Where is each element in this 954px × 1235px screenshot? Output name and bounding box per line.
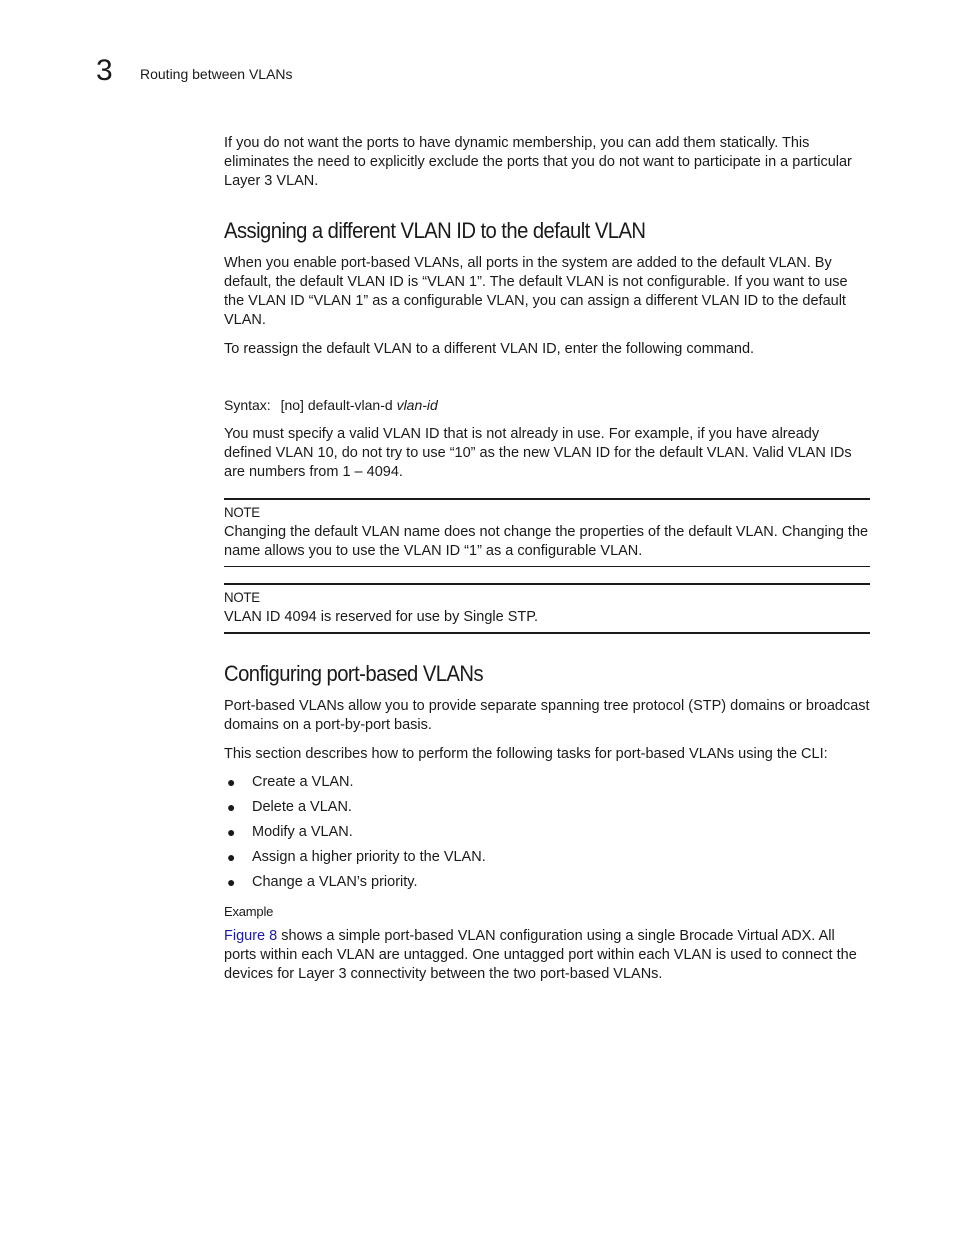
chapter-number: 3	[96, 54, 113, 87]
section1-paragraph3: You must specify a valid VLAN ID that is not already in use. For example, if you have already defined VLAN 10, do not try to use “10” as the new VLAN ID for the default VLAN. Valid VLAN IDs are numbers from 1 – 4094.	[224, 426, 852, 480]
list-item: ● Change a VLAN’s priority.	[227, 874, 418, 890]
note-label: NOTE	[224, 504, 260, 520]
section1-paragraph1: When you enable port-based VLANs, all ports in the system are added to the default VLAN. By default, the default VLAN ID is “VLAN 1”. The default VLAN is not configurable. If you want to use the VLAN ID “VLAN 1” as a configurable VLAN, you can assign a different VLAN ID to the default VLAN.	[224, 255, 848, 328]
list-item: ● Modify a VLAN.	[227, 824, 353, 840]
list-item: ● Delete a VLAN.	[227, 799, 352, 815]
bullet-icon: ●	[227, 849, 236, 865]
task-list	[224, 773, 870, 898]
page-content	[224, 134, 870, 984]
section2-paragraph1: Port-based VLANs allow you to provide separate spanning tree protocol (STP) domains or broadcast domains on a port-by-port basis.	[224, 698, 870, 733]
note-label: NOTE	[224, 589, 260, 605]
syntax-line	[224, 396, 870, 415]
intro-paragraph: If you do not want the ports to have dynamic membership, you can add them statically. This eliminates the need to explicitly exclude the ports that you do not want to participate in a particular Layer 3 VLAN.	[224, 135, 852, 189]
example-text: shows a simple port-based VLAN configuration using a single Brocade Virtual ADX. All ports within each VLAN are untagged. One untagged port within each VLAN is used to connect the devices for Layer 3 connectivity between the two port-based VLANs.	[224, 928, 857, 982]
section-heading-default-vlan: Assigning a different VLAN ID to the default VLAN	[224, 218, 646, 243]
syntax-label: Syntax:	[224, 397, 271, 413]
example-paragraph	[224, 927, 870, 984]
note-text: VLAN ID 4094 is reserved for use by Single STP.	[224, 609, 539, 625]
syntax-command: [no] default-vlan-d	[280, 397, 393, 413]
section2-paragraph2: This section describes how to perform the following tasks for port-based VLANs using the CLI:	[224, 746, 828, 762]
list-item: ● Create a VLAN.	[227, 774, 354, 790]
note-text: Changing the default VLAN name does not change the properties of the default VLAN. Changing the name allows you to use the VLAN ID “1” as a configurable VLAN.	[224, 524, 869, 559]
bullet-icon: ●	[227, 824, 236, 840]
bullet-icon: ●	[227, 799, 236, 815]
note-box-vlan-4094	[224, 583, 870, 634]
section1-paragraph2: To reassign the default VLAN to a different VLAN ID, enter the following command.	[224, 341, 755, 357]
chapter-title: Routing between VLANs	[140, 66, 293, 82]
section-heading-port-based-vlans: Configuring port-based VLANs	[224, 661, 484, 686]
note-box-default-vlan-name	[224, 498, 870, 567]
list-item: ● Assign a higher priority to the VLAN.	[227, 849, 486, 865]
example-label: Example	[224, 904, 274, 919]
syntax-argument: vlan-id	[396, 397, 438, 413]
bullet-icon: ●	[227, 874, 236, 890]
figure-8-link[interactable]: Figure 8	[224, 928, 278, 944]
bullet-icon: ●	[227, 774, 236, 790]
